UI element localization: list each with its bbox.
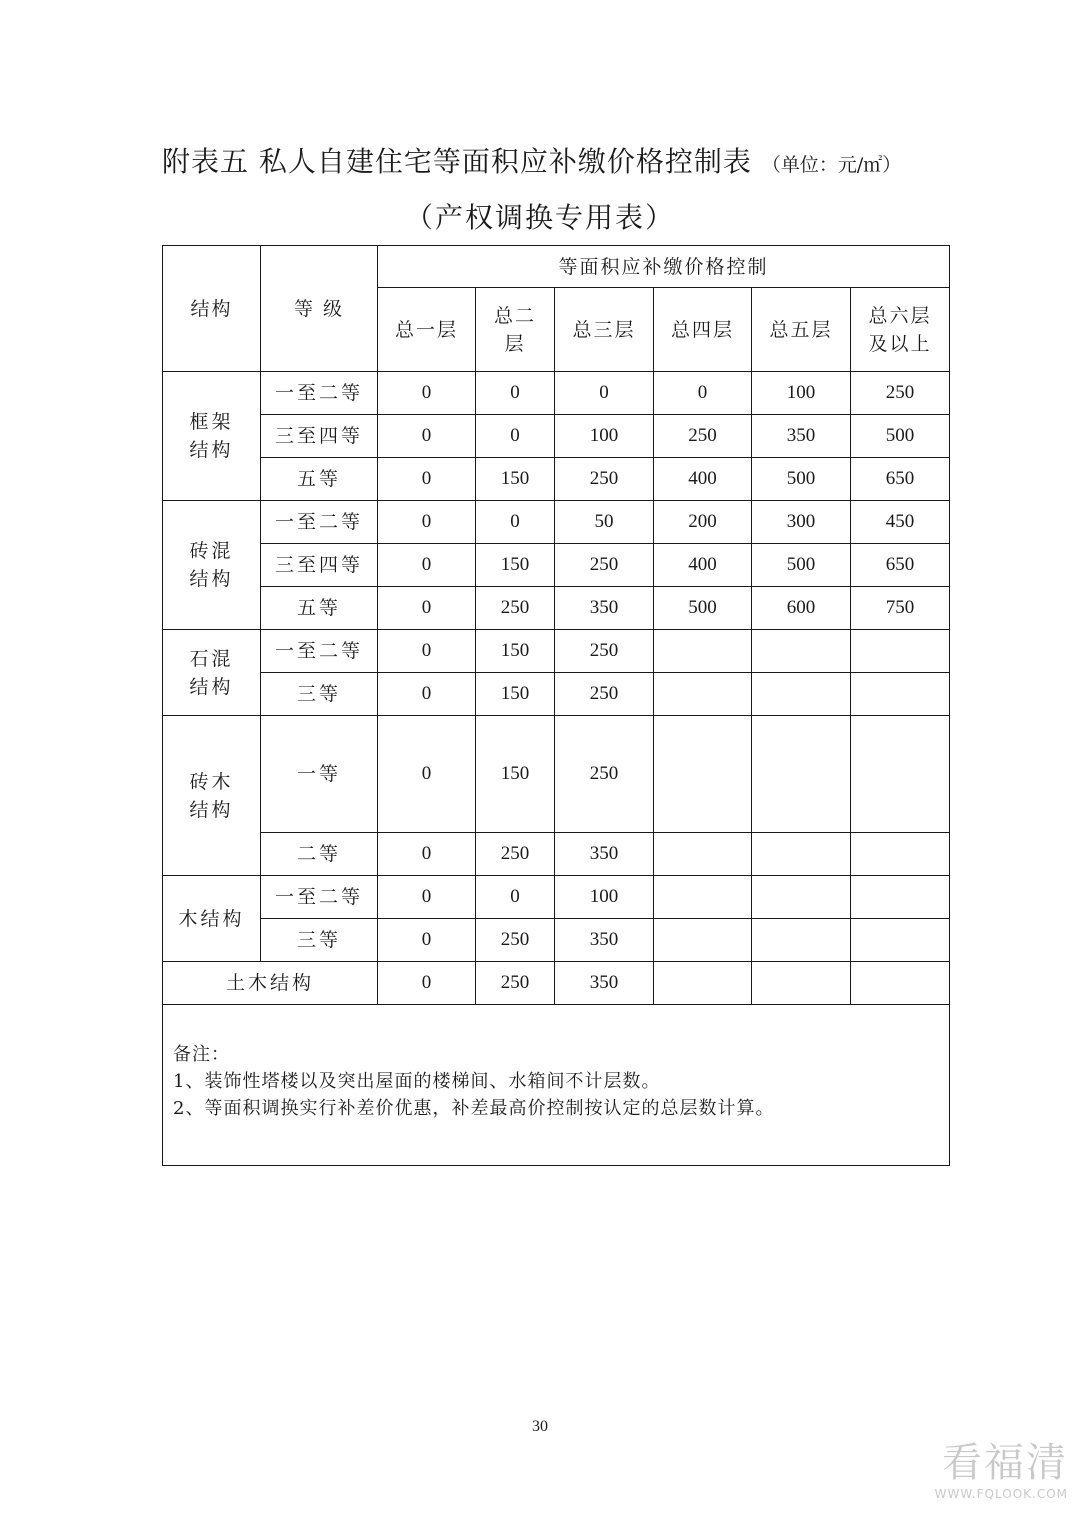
watermark-url: WWW.FQLOOK.COM (934, 1487, 1068, 1501)
header-floor-4: 总四层 (654, 288, 752, 372)
price-cell: 100 (555, 415, 654, 458)
grade-label: 一至二等 (261, 876, 378, 919)
price-cell (654, 919, 752, 962)
price-cell: 250 (851, 372, 950, 415)
price-cell (654, 876, 752, 919)
table-row (163, 458, 950, 501)
table-row (163, 544, 950, 587)
price-cell: 650 (851, 544, 950, 587)
structure-label: 石混 结构 (163, 630, 261, 716)
table-row (163, 415, 950, 458)
price-cell (752, 716, 851, 833)
price-cell (752, 630, 851, 673)
price-cell (654, 673, 752, 716)
table-row (163, 673, 950, 716)
table-row (163, 962, 950, 1005)
price-cell: 350 (555, 833, 654, 876)
grade-label: 三至四等 (261, 544, 378, 587)
price-cell: 350 (555, 919, 654, 962)
price-cell: 0 (378, 919, 476, 962)
price-cell: 100 (752, 372, 851, 415)
price-cell (752, 673, 851, 716)
grade-label: 三至四等 (261, 415, 378, 458)
price-control-table (162, 245, 950, 1166)
price-cell: 250 (555, 716, 654, 833)
structure-label: 框架 结构 (163, 372, 261, 501)
price-cell: 150 (476, 458, 555, 501)
price-cell: 0 (378, 962, 476, 1005)
price-cell: 0 (378, 876, 476, 919)
price-cell: 0 (476, 415, 555, 458)
price-cell (851, 716, 950, 833)
price-cell: 250 (555, 458, 654, 501)
price-cell: 150 (476, 630, 555, 673)
watermark-logo (918, 1440, 1068, 1520)
price-cell: 0 (476, 876, 555, 919)
header-floor-5: 总五层 (752, 288, 851, 372)
price-cell: 0 (378, 458, 476, 501)
grade-label: 五等 (261, 587, 378, 630)
price-cell (654, 962, 752, 1005)
price-cell: 0 (378, 833, 476, 876)
table-row (163, 372, 950, 415)
price-cell (851, 833, 950, 876)
price-cell: 350 (555, 587, 654, 630)
price-cell: 500 (654, 587, 752, 630)
price-cell: 600 (752, 587, 851, 630)
structure-label: 砖混 结构 (163, 501, 261, 630)
note-item: 1、装饰性塔楼以及突出屋面的楼梯间、水箱间不计层数。 (173, 1071, 661, 1092)
price-cell: 250 (476, 587, 555, 630)
price-cell: 0 (378, 630, 476, 673)
grade-label: 五等 (261, 458, 378, 501)
table-row (163, 587, 950, 630)
header-grade: 等 级 (261, 246, 378, 372)
price-cell: 450 (851, 501, 950, 544)
document-subtitle: （产权调换专用表） (404, 201, 675, 234)
price-cell (851, 962, 950, 1005)
header-floor-6: 总六层 及以上 (851, 288, 950, 372)
price-cell: 250 (555, 673, 654, 716)
table-row (163, 833, 950, 876)
grade-label: 三等 (261, 673, 378, 716)
price-cell (752, 962, 851, 1005)
price-cell (752, 833, 851, 876)
price-cell (752, 876, 851, 919)
price-cell: 250 (476, 833, 555, 876)
table-row (163, 630, 950, 673)
price-cell: 250 (654, 415, 752, 458)
price-cell: 50 (555, 501, 654, 544)
notes-heading: 备注： (173, 1044, 230, 1065)
document-title (162, 140, 962, 184)
price-cell: 0 (476, 372, 555, 415)
price-cell: 150 (476, 716, 555, 833)
price-cell: 350 (555, 962, 654, 1005)
table-row (163, 246, 950, 288)
price-cell: 250 (476, 919, 555, 962)
header-floor-2: 总二 层 (476, 288, 555, 372)
header-floor-3: 总三层 (555, 288, 654, 372)
table-row (163, 919, 950, 962)
price-cell: 500 (752, 458, 851, 501)
price-cell (851, 630, 950, 673)
grade-label: 一至二等 (261, 372, 378, 415)
price-cell: 500 (752, 544, 851, 587)
structure-label: 砖木 结构 (163, 716, 261, 876)
price-cell: 300 (752, 501, 851, 544)
header-structure: 结构 (163, 246, 261, 372)
price-cell: 400 (654, 458, 752, 501)
title-text: 附表五 私人自建住宅等面积应补缴价格控制表 (162, 145, 752, 178)
price-cell (851, 673, 950, 716)
price-cell: 100 (555, 876, 654, 919)
grade-label: 一至二等 (261, 630, 378, 673)
price-cell (654, 833, 752, 876)
price-cell (851, 876, 950, 919)
price-cell: 0 (476, 501, 555, 544)
price-cell: 350 (752, 415, 851, 458)
grade-label: 一至二等 (261, 501, 378, 544)
price-cell: 0 (378, 415, 476, 458)
notes-cell (163, 1005, 950, 1166)
grade-label: 二等 (261, 833, 378, 876)
table-row (163, 716, 950, 833)
table-row (163, 1005, 950, 1166)
price-cell (851, 919, 950, 962)
price-cell: 150 (476, 544, 555, 587)
price-cell: 250 (555, 630, 654, 673)
price-cell: 400 (654, 544, 752, 587)
structure-label: 木结构 (163, 876, 261, 962)
price-cell (752, 919, 851, 962)
price-cell: 650 (851, 458, 950, 501)
price-cell: 250 (555, 544, 654, 587)
price-cell: 0 (378, 673, 476, 716)
price-cell: 0 (378, 372, 476, 415)
table-row (163, 501, 950, 544)
page-number: 30 (532, 1418, 548, 1435)
header-floor-1: 总一层 (378, 288, 476, 372)
structure-label: 土木结构 (163, 962, 378, 1005)
price-cell: 150 (476, 673, 555, 716)
price-cell: 750 (851, 587, 950, 630)
price-cell: 0 (378, 716, 476, 833)
watermark-text: 看福清 (942, 1440, 1068, 1486)
price-cell: 0 (378, 501, 476, 544)
note-item: 2、等面积调换实行补差价优惠，补差最高价控制按认定的总层数计算。 (173, 1098, 775, 1119)
price-cell: 500 (851, 415, 950, 458)
table-body (163, 246, 950, 1166)
price-cell: 0 (378, 544, 476, 587)
price-cell (654, 716, 752, 833)
grade-label: 一等 (261, 716, 378, 833)
table-row (163, 876, 950, 919)
unit-text: （单位：元/㎡） (761, 154, 902, 176)
price-cell: 0 (654, 372, 752, 415)
price-cell: 250 (476, 962, 555, 1005)
price-cell: 200 (654, 501, 752, 544)
price-cell: 0 (555, 372, 654, 415)
price-cell (654, 630, 752, 673)
header-group-label: 等面积应补缴价格控制 (378, 246, 950, 288)
price-cell: 0 (378, 587, 476, 630)
grade-label: 三等 (261, 919, 378, 962)
